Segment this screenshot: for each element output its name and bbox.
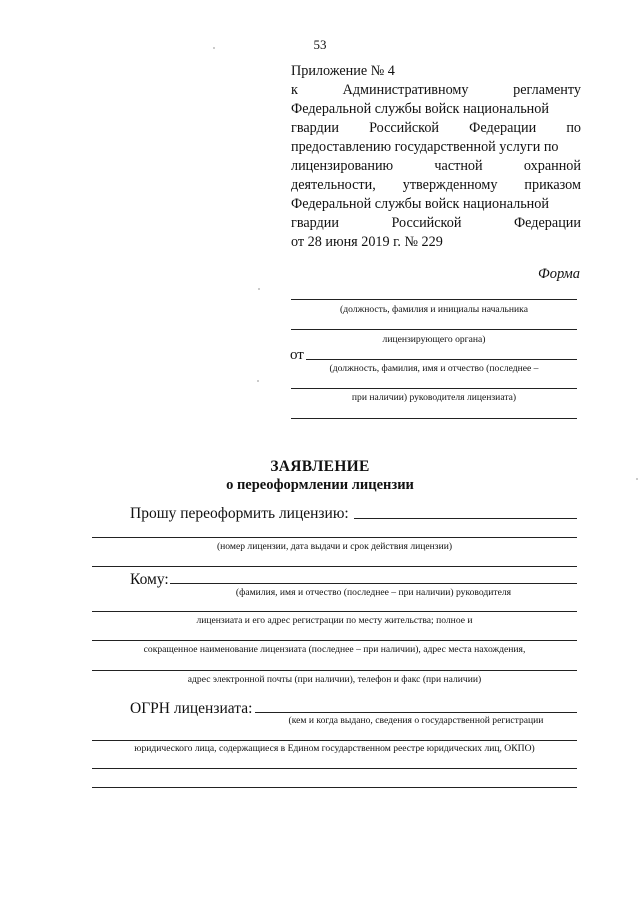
to-caption-1: (фамилия, имя и отчество (последнее – при наличии) руководителя [235, 587, 512, 598]
addressee-caption-2: лицензирующего органа) [382, 334, 486, 345]
appendix-word: утвержденному [402, 177, 498, 193]
appendix-line: Приложение № 4 [291, 63, 395, 79]
from-field-line-1[interactable] [306, 359, 577, 360]
ogrn-caption-2: юридического лица, содержащиеся в Едином государственном реестре юридических лиц, ОКПО) [134, 743, 535, 754]
license-number-field[interactable] [354, 518, 577, 519]
addressee-field-line-1[interactable] [291, 299, 577, 300]
form-label: Форма [538, 266, 580, 282]
to-field-line-4[interactable] [92, 670, 577, 671]
appendix-line: Федеральной службы войск национальной [291, 101, 549, 117]
addressee-caption-1: (должность, фамилия и инициалы начальника [340, 304, 528, 315]
to-field-line-2[interactable] [92, 611, 577, 612]
appendix-word: по [566, 120, 581, 136]
appendix-word: деятельности, [291, 177, 376, 193]
addressee-field-line-2[interactable] [291, 329, 577, 330]
ogrn-field-line-1[interactable] [255, 712, 577, 713]
appendix-word: регламенту [513, 82, 581, 98]
ogrn-field-line-4[interactable] [92, 787, 577, 788]
appendix-word: частной [434, 158, 483, 174]
to-field-line-1[interactable] [170, 583, 577, 584]
appendix-line: от 28 июня 2019 г. № 229 [291, 234, 443, 250]
appendix-word: Федерации [513, 215, 581, 231]
appendix-line [291, 214, 581, 233]
to-field-line-3[interactable] [92, 640, 577, 641]
appendix-word: Российской [391, 215, 462, 231]
license-details-line-2[interactable] [92, 566, 577, 567]
ogrn-caption-1: (кем и когда выдано, сведения о государственной регистрации [288, 715, 544, 726]
appendix-line: Федеральной службы войск национальной [291, 196, 549, 212]
to-label: Кому: [130, 571, 169, 588]
appendix-line [291, 176, 581, 195]
to-caption-3: сокращенное наименование лицензиата (последнее – при наличии), адрес места нахождения, [143, 644, 526, 655]
appendix-line [291, 81, 581, 100]
from-label: от [290, 347, 304, 363]
appendix-word: Административному [342, 82, 469, 98]
document-subtitle: о переоформлении лицензии [226, 477, 414, 493]
appendix-line [291, 119, 581, 138]
to-caption-2: лицензиата и его адрес регистрации по месту жительства; полное и [196, 615, 473, 626]
license-details-line[interactable] [92, 537, 577, 538]
request-text: Прошу переоформить лицензию: [130, 505, 349, 522]
from-caption-2: при наличии) руководителя лицензиата) [351, 392, 517, 403]
to-caption-4: адрес электронной почты (при наличии), телефон и факс (при наличии) [187, 674, 482, 685]
appendix-header [291, 62, 581, 252]
appendix-word: Федерации [469, 120, 537, 136]
appendix-line: предоставлению государственной услуги по [291, 139, 559, 155]
ogrn-field-line-3[interactable] [92, 768, 577, 769]
appendix-word: лицензированию [291, 158, 394, 174]
scan-speck [213, 47, 215, 49]
scan-speck [257, 380, 259, 382]
ogrn-field-line-2[interactable] [92, 740, 577, 741]
appendix-word: к [291, 82, 298, 98]
scan-speck [258, 288, 260, 290]
page-number: 53 [313, 37, 327, 52]
scan-speck [636, 478, 638, 480]
from-caption-1: (должность, фамилия, имя и отчество (последнее – [329, 363, 539, 374]
appendix-word: охранной [523, 158, 581, 174]
license-caption: (номер лицензии, дата выдачи и срок действия лицензии) [216, 541, 453, 552]
appendix-word: Российской [369, 120, 440, 136]
appendix-line [291, 157, 581, 176]
appendix-word: приказом [524, 177, 581, 193]
from-field-line-2[interactable] [291, 388, 577, 389]
from-field-line-3[interactable] [291, 418, 577, 419]
document-title: ЗАЯВЛЕНИЕ [270, 458, 370, 475]
appendix-word: гвардии [291, 215, 339, 231]
ogrn-label: ОГРН лицензиата: [130, 700, 253, 717]
appendix-word: гвардии [291, 120, 339, 136]
